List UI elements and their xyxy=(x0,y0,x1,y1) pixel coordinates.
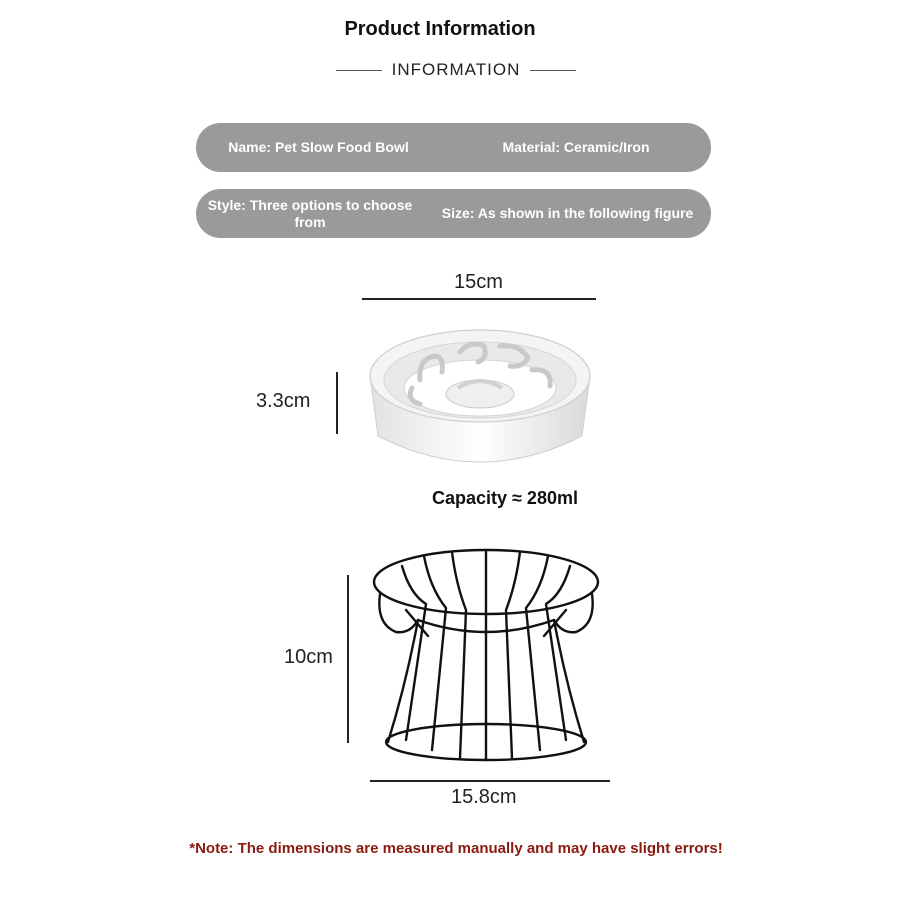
bowl-width-line xyxy=(362,298,596,300)
info-style: Style: Three options to choose from xyxy=(207,196,413,230)
stand-height-line xyxy=(347,575,349,743)
info-pill-style-size xyxy=(196,189,711,238)
stand-width-label: 15.8cm xyxy=(451,786,517,808)
stand-height-label: 10cm xyxy=(284,646,333,668)
page-title: Product Information xyxy=(344,18,536,40)
info-size: Size: As shown in the following figure xyxy=(441,205,694,221)
bowl-height-line xyxy=(336,372,338,434)
bowl-width-label: 15cm xyxy=(454,271,503,293)
info-name: Name: Pet Slow Food Bowl xyxy=(228,139,409,155)
capacity-label: Capacity ≈ 280ml xyxy=(432,488,578,508)
disclaimer-note: *Note: The dimensions are measured manually and may have slight errors! xyxy=(189,840,723,857)
divider-left xyxy=(336,70,382,71)
subtitle-text: INFORMATION xyxy=(391,60,521,79)
divider-right xyxy=(530,70,576,71)
bowl-height-label: 3.3cm xyxy=(256,390,311,412)
ceramic-slow-feeder-bowl-icon xyxy=(360,318,600,474)
section-subtitle xyxy=(0,60,912,80)
stand-width-line xyxy=(370,780,610,782)
iron-wire-bowl-stand-icon xyxy=(366,544,606,764)
info-pill-name-material xyxy=(196,123,711,172)
info-material: Material: Ceramic/Iron xyxy=(502,139,650,155)
